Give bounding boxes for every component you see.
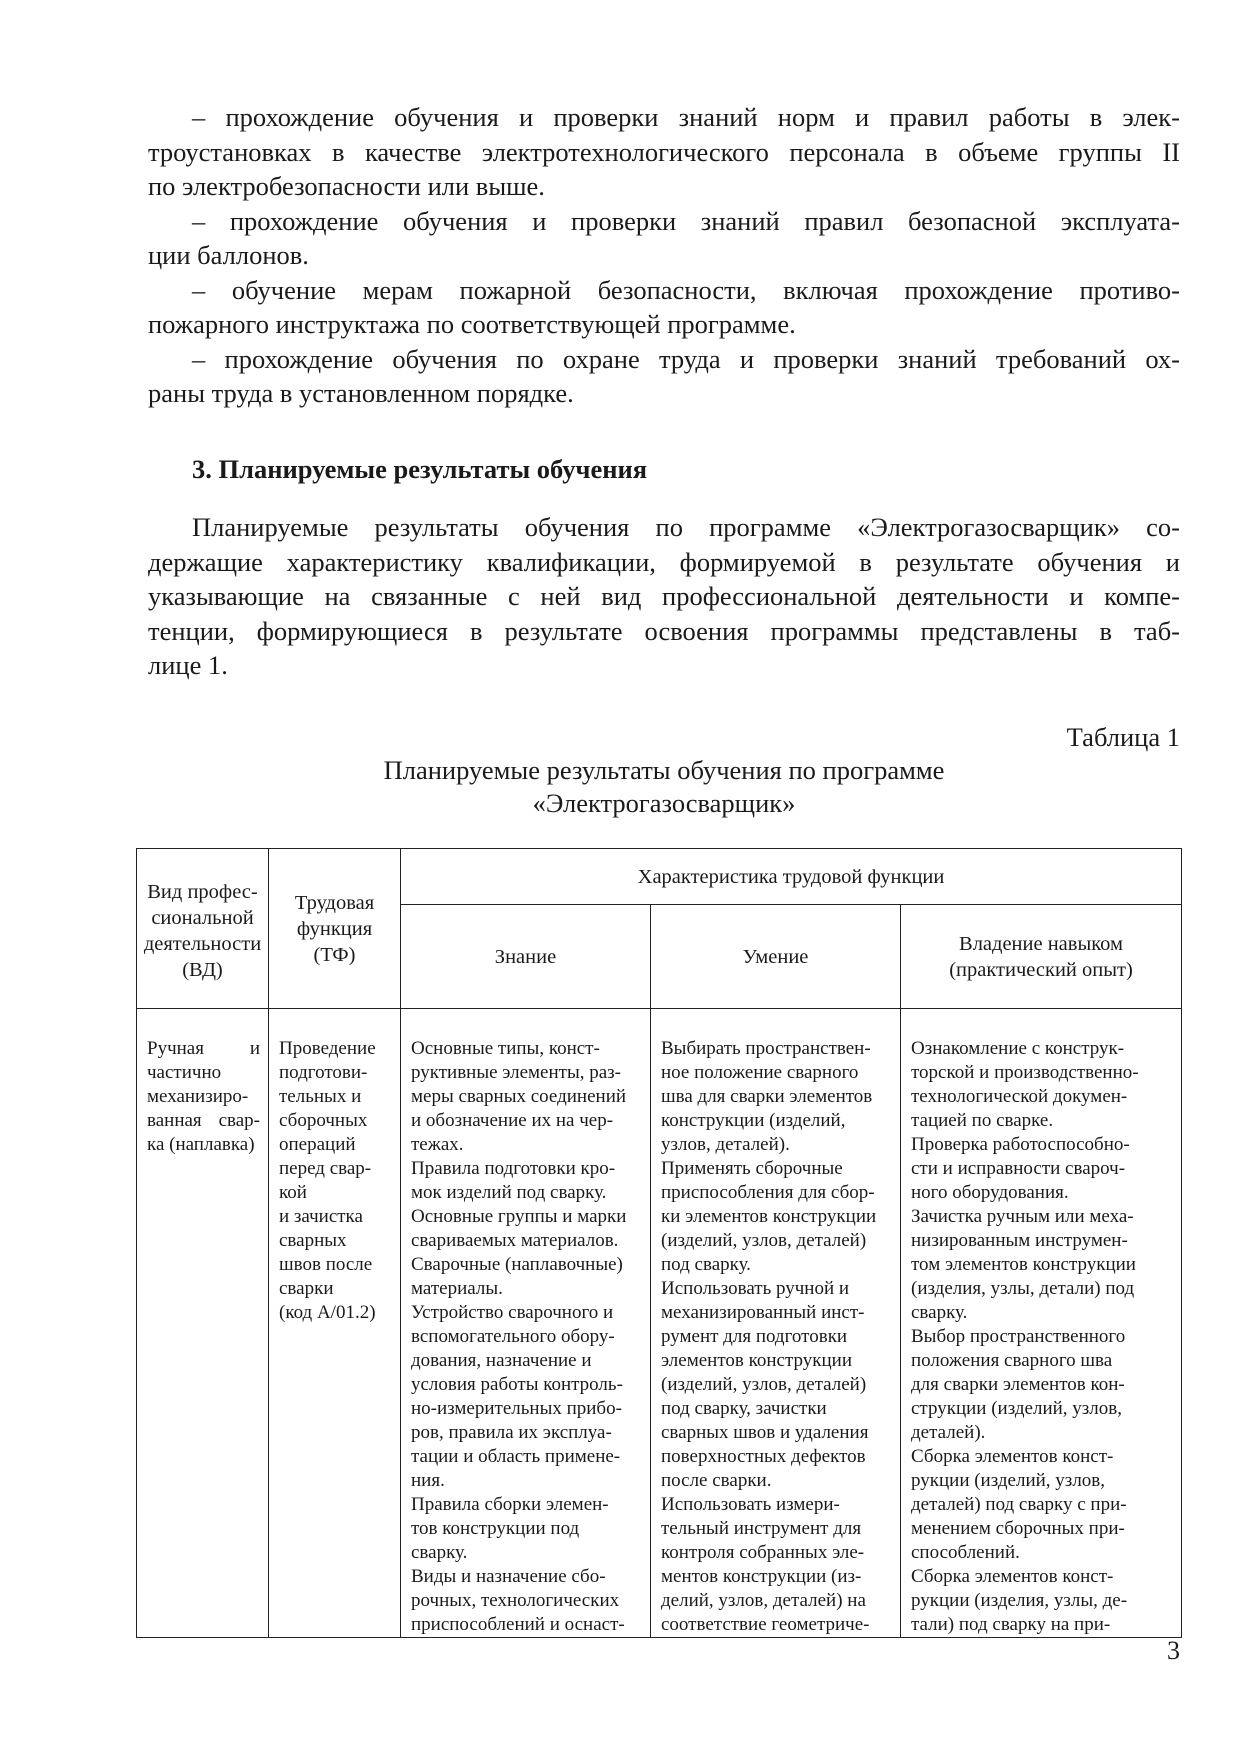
header-knowledge: Знание [401, 905, 651, 1009]
text-line: лице 1. [148, 650, 228, 680]
cell-line: тали) под сварку на при- [911, 1614, 1111, 1635]
cell-line: сти и исправности свароч- [911, 1158, 1126, 1179]
intro-paragraph [148, 510, 1180, 683]
cell-line: тации и область примене- [411, 1446, 621, 1467]
header-skill: Умение [651, 905, 901, 1009]
cell-line: Использовать измери- [661, 1494, 840, 1515]
cell-line: поверхностных дефектов [661, 1446, 866, 1467]
header-text: (ТФ) [313, 943, 356, 966]
cell-line: конструкции (изделий, [661, 1110, 846, 1131]
cell-line: ния. [411, 1470, 445, 1491]
cell-line: Выбирать пространствен- [661, 1038, 871, 1059]
results-table [136, 848, 1182, 1638]
cell-line: швов после [279, 1254, 373, 1275]
cell-line: деталей). [911, 1422, 986, 1443]
table-title [148, 754, 1180, 820]
text-line: раны труда в установленном порядке. [148, 378, 574, 408]
cell-line: вспомогательного обору- [411, 1326, 615, 1347]
cell-line: Зачистка ручным или меха- [911, 1206, 1134, 1227]
cell-skill [651, 1009, 901, 1638]
cell-line: сборочных [279, 1110, 368, 1131]
cell-line: Проверка работоспособно- [911, 1134, 1130, 1155]
bullet-labor-protection [148, 342, 1180, 411]
cell-line: (изделий, узлов, деталей) [661, 1230, 867, 1251]
text-line: тенции, формирующиеся в результате освоения программы представлены в таб- [148, 615, 1180, 646]
cell-line: (изделия, узлы, детали) под [911, 1278, 1135, 1299]
cell-line: способлений. [911, 1542, 1020, 1563]
cell-line: под сварку. [661, 1254, 751, 1275]
cell-line: соответствие геометриче- [661, 1614, 870, 1635]
bullet-fire-safety [148, 273, 1180, 342]
header-text: сиональной [151, 906, 254, 929]
cell-line: Устройство сварочного и [411, 1302, 614, 1323]
text-line: – прохождение обучения и проверки знаний правил безопасной эксплуата- [192, 205, 1180, 236]
text-line: – прохождение обучения и проверки знаний норм и правил работы в элек- [192, 102, 1180, 132]
header-text: Владение навыком [959, 932, 1123, 955]
table-label: Таблица 1 [1066, 722, 1180, 752]
cell-line: румент для подготовки [661, 1326, 848, 1347]
cell-line: Правила сборки элемен- [411, 1494, 609, 1515]
cell-line: тельных и [279, 1086, 362, 1107]
cell-line: но-измерительных прибо- [411, 1398, 622, 1419]
header-text: Вид профес- [147, 880, 258, 903]
cell-line: Основные типы, конст- [411, 1038, 600, 1059]
cell-line: приспособлений и оснаст- [411, 1614, 625, 1635]
cell-line: рочных, технологических [411, 1590, 620, 1611]
bullet-electrical-safety [148, 100, 1180, 204]
header-group: Характеристика трудовой функции [401, 849, 1182, 905]
text-line: указывающие на связанные с ней вид профессиональной деятельности и компе- [148, 581, 1180, 611]
cell-line: ное положение сварного [661, 1062, 859, 1083]
cell-vd [137, 1009, 269, 1638]
cell-line: механизированный инст- [661, 1302, 865, 1323]
cell-line: меры сварных соединений [411, 1086, 627, 1107]
cell-line: ка (наплавка) [147, 1134, 255, 1155]
cell-line: Выбор пространственного [911, 1326, 1126, 1347]
cell-line: механизиро- [147, 1086, 249, 1107]
cell-line: Применять сборочные [661, 1158, 843, 1179]
cell-line: технологической докумен- [911, 1086, 1128, 1107]
cell-line: и обозначение их на чер- [411, 1110, 614, 1131]
table-title-line: «Электрогазосварщик» [532, 788, 796, 818]
cell-line: подготови- [279, 1062, 368, 1083]
cell-line: тацией по сварке. [911, 1110, 1054, 1131]
text-line: держащие характеристику квалификации, формируемой в результате обучения и [148, 546, 1180, 577]
cell-line: Правила подготовки кро- [411, 1158, 616, 1179]
text-line: – обучение мерам пожарной безопасности, включая прохождение противо- [192, 274, 1180, 305]
header-vd [137, 849, 269, 1009]
cell-line: и зачистка [279, 1206, 363, 1227]
table-header-row [137, 849, 1182, 905]
cell-line: для сварки элементов кон- [911, 1374, 1125, 1395]
text-line: пожарного инструктажа по соответствующей программе. [148, 309, 796, 339]
cell-line: Проведение [279, 1038, 376, 1059]
header-text: (ВД) [182, 958, 223, 981]
page-number: 3 [1167, 1636, 1180, 1665]
cell-line: перед свар- [279, 1158, 372, 1179]
cell-line: ров, правила их эксплуа- [411, 1422, 612, 1443]
cell-line: сварку. [411, 1542, 468, 1563]
cell-line: положения сварного шва [911, 1350, 1113, 1371]
cell-line: элементов конструкции [661, 1350, 853, 1371]
table-row [137, 1009, 1182, 1638]
text-line: по электробезопасности или выше. [148, 171, 545, 201]
text-line: Планируемые результаты обучения по программе «Электрогазосварщик» со- [192, 512, 1180, 542]
cell-line: мок изделий под сварку. [411, 1182, 607, 1203]
cell-line: Использовать ручной и [661, 1278, 850, 1299]
cell-line: кой [279, 1182, 307, 1203]
cell-line: деталей) под сварку с при- [911, 1494, 1127, 1515]
cell-line: торской и производственно- [911, 1062, 1139, 1083]
cell-line: струкции (изделий, узлов, [911, 1398, 1122, 1419]
cell-line: Основные группы и марки [411, 1206, 627, 1227]
cell-line: операций [279, 1134, 356, 1155]
cell-line: дования, назначение и [411, 1350, 592, 1371]
cell-line: под сварку, зачистки [661, 1398, 827, 1419]
section-heading: 3. Планируемые результаты обучения [192, 454, 648, 484]
cell-line: делий, узлов, деталей) на [661, 1590, 866, 1611]
cell-line: руктивные элементы, раз- [411, 1062, 621, 1083]
cell-practice [901, 1009, 1182, 1638]
cell-line: тельный инструмент для [661, 1518, 862, 1539]
cell-line: ванная свар- [147, 1110, 260, 1131]
cell-line: менением сборочных при- [911, 1518, 1125, 1539]
header-text: Трудовая [294, 891, 375, 914]
cell-line: рукции (изделия, узлы, де- [911, 1590, 1128, 1611]
cell-line: рукции (изделий, узлов, [911, 1470, 1106, 1491]
cell-line: низированным инструмен- [911, 1230, 1128, 1251]
header-text: (практический опыт) [949, 958, 1133, 981]
cell-line: Ручная и [147, 1038, 260, 1059]
cell-line: тов конструкции под [411, 1518, 580, 1539]
cell-line: приспособления для сбор- [661, 1182, 875, 1203]
text-line: – прохождение обучения по охране труда и проверки знаний требований ох- [192, 343, 1180, 374]
cell-line: Сварочные (наплавочные) [411, 1254, 623, 1275]
cell-line: ментов конструкции (из- [661, 1566, 862, 1587]
cell-line: ки элементов конструкции [661, 1206, 877, 1227]
cell-knowledge [401, 1009, 651, 1638]
cell-line: тежах. [411, 1134, 464, 1155]
text-line: ции баллонов. [148, 240, 309, 270]
cell-line: узлов, деталей). [661, 1134, 790, 1155]
cell-line: том элементов конструкции [911, 1254, 1136, 1275]
cell-line: свариваемых материалов. [411, 1230, 619, 1251]
cell-line: сварных [279, 1230, 347, 1251]
cell-line: сварных швов и удаления [661, 1422, 869, 1443]
cell-line: Ознакомление с конструк- [911, 1038, 1125, 1059]
cell-line: после сварки. [661, 1470, 772, 1491]
text-line: троустановках в качестве электротехнологического персонала в объеме группы II [148, 136, 1180, 167]
cell-line: материалы. [411, 1278, 503, 1299]
header-practice [901, 905, 1182, 1009]
cell-line: Сборка элементов конст- [911, 1446, 1114, 1467]
header-tf [269, 849, 401, 1009]
cell-line: ного оборудования. [911, 1182, 1069, 1203]
cell-line: Виды и назначение сбо- [411, 1566, 606, 1587]
header-text: функция [296, 917, 373, 940]
cell-line: (изделий, узлов, деталей) [661, 1374, 867, 1395]
cell-tf [269, 1009, 401, 1638]
header-text: деятельности [143, 932, 262, 955]
cell-line: (код А/01.2) [279, 1302, 376, 1323]
cell-line: сварку. [911, 1302, 968, 1323]
cell-line: Сборка элементов конст- [911, 1566, 1114, 1587]
cell-line: сварки [279, 1278, 334, 1299]
table-title-line: Планируемые результаты обучения по программе [383, 755, 945, 785]
cell-line: контроля собранных эле- [661, 1542, 865, 1563]
cell-line: условия работы контроль- [411, 1374, 623, 1395]
cell-line: частично [147, 1062, 222, 1083]
bullet-cylinder-safety [148, 204, 1180, 273]
cell-line: шва для сварки элементов [661, 1086, 873, 1107]
